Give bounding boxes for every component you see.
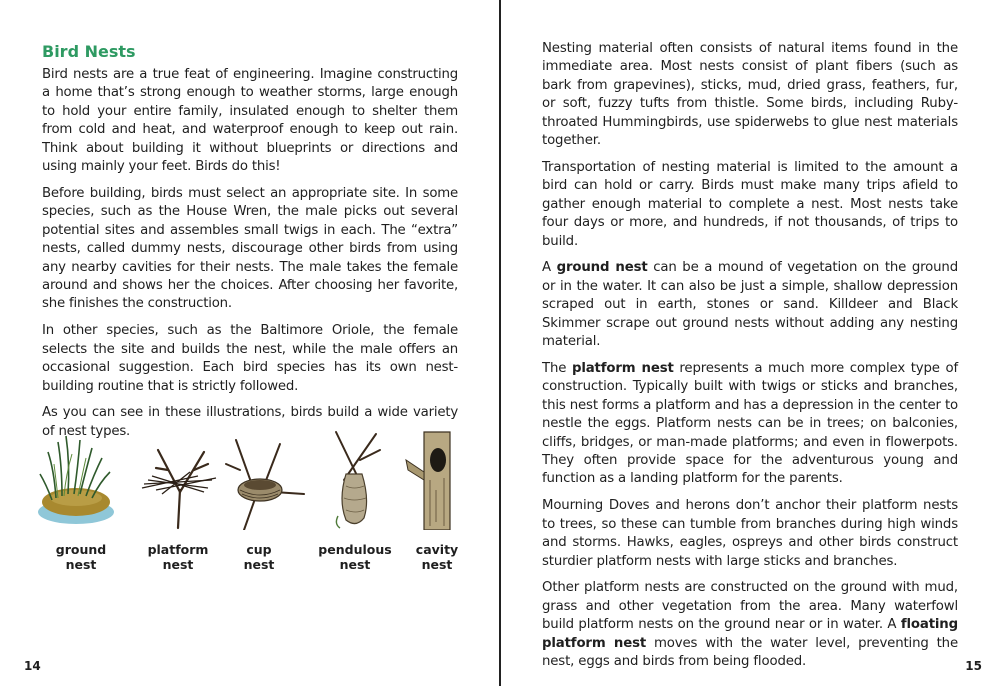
paragraph: Other platform nests are constructed on the ground with mud, grass and other vegetation from the area. Many waterfowl build platform nests on the ground near or in water. A floating platform nest moves with the water level, preventing the nest, eggs and birds from being flooded. <box>542 580 958 670</box>
paragraph: Nesting material often consists of natural items found in the immediate area. Most nests consist of plant fibers (such as bark from grapevines), sticks, mud, dried grass, feathers, fur, or soft, fuzzy tufts from thistle. Some birds, including Ruby-throated Hummingbirds, use spiderwebs to glue nest materials together. <box>542 41 958 149</box>
term-ground-nest: ground nest <box>556 260 648 276</box>
cavity-nest-illustration <box>404 430 464 530</box>
paragraph: Transportation of nesting material is limited to the amount a bird can hold or carry. Birds must make many trips afield to gather enough material to complete a nest. Most nests take four days or more, and hundreds, if not thousands, of trips to build. <box>542 159 958 249</box>
paragraph: Bird nests are a true feat of engineering. Imagine constructing a home that’s strong enough to weather storms, large enough to hold your entire family, insulated enough to shelter them from cold and heat, and waterproof enough to keep out rain. Think about building it without blueprints or directions and using mainly your feet. Birds do this! <box>42 67 458 175</box>
term-floating-platform-nest: floating platform nest <box>542 617 958 651</box>
nest-label-ground: ground nest <box>55 542 107 572</box>
right-page <box>501 0 1000 686</box>
platform-nest-illustration <box>138 430 218 530</box>
paragraph: Before building, birds must select an appropriate site. In some species, such as the House Wren, the male picks out several potential sites and assembles small twigs in each. The “extra” nests, called dummy nests, discourage other birds from using any nearby cavities for their nests. The male takes the female around and shows her the choices. After choosing her favorite, she finishes the construction. <box>42 185 458 312</box>
nest-label-cup: cup nest <box>243 542 275 572</box>
page-number: 15 <box>965 659 982 673</box>
right-column <box>542 40 958 680</box>
left-page <box>0 0 499 686</box>
term-platform-nest: platform nest <box>571 361 674 376</box>
nest-label-pendulous: pendulous nest <box>318 542 392 572</box>
pendulous-nest-illustration <box>316 430 396 530</box>
paragraph: As you can see in these illustrations, birds build a wide variety of nest types. <box>42 405 458 439</box>
paragraph: The platform nest represents a much more complex type of construction. Typically built with twigs or sticks and branches, this nest forms a platform and has a depression in the center to nestle the eggs. Platform nests can be in trees; on balconies, cliffs, bridges, or man-made platforms; and even in flowerpots. They often provide space for the adventurous young and function as a landing platform for the parents. <box>542 361 958 487</box>
page-number: 14 <box>24 659 41 673</box>
section-title: Bird Nests <box>42 42 136 61</box>
paragraph: Mourning Doves and herons don’t anchor their platform nests to trees, so these can tumble from branches during high winds and storms. Hawks, eagles, ospreys and other birds construct sturdier platform nests with large sticks and branches. <box>542 498 958 569</box>
nest-illustrations <box>20 430 470 580</box>
cup-nest-illustration <box>216 430 306 530</box>
paragraph: In other species, such as the Baltimore Oriole, the female selects the site and builds the nest, while the male offers an occasional suggestion. Each bird species has its own nest-building routine that is strictly followed. <box>42 323 458 394</box>
ground-nest-illustration <box>36 430 116 530</box>
paragraph: A ground nest can be a mound of vegetation on the ground or in the water. It can also be just a simple, shallow depression scraped out in earth, stones or sand. Killdeer and Black Skimmer scrape out ground nests without adding any nesting material. <box>542 260 958 350</box>
left-column <box>42 40 458 450</box>
nest-label-platform: platform nest <box>147 542 209 572</box>
nest-label-cavity: cavity nest <box>415 542 459 572</box>
